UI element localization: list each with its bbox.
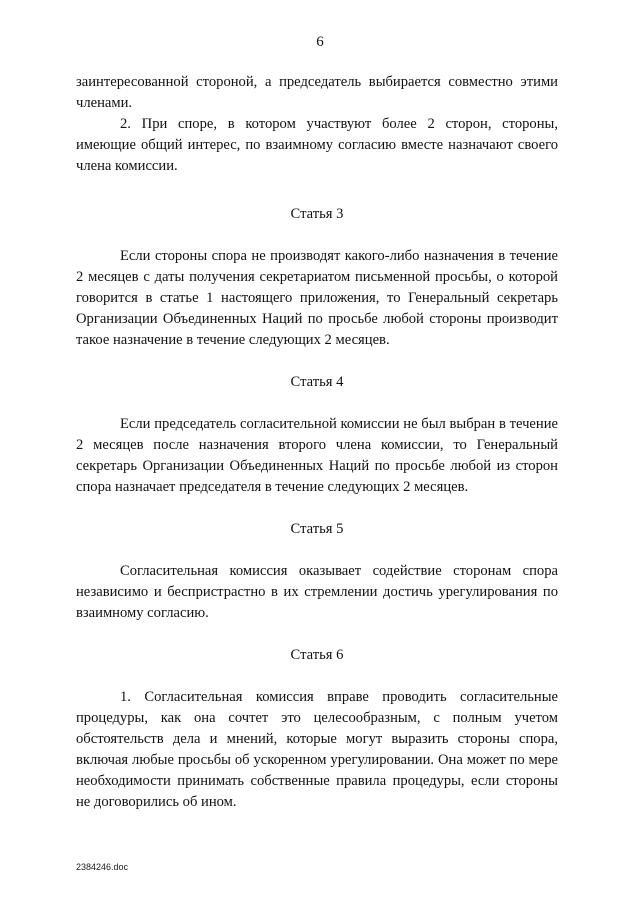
article-3-heading: Статья 3: [290, 206, 344, 222]
article-5-text: Согласительная комиссия оказывает содействие сторонам спора независимо и беспристрастно в их стремлении достичь урегулирования по взаимному согласию.: [76, 563, 558, 621]
article-5-heading: Статья 5: [290, 521, 344, 537]
article-6-text: 1. Согласительная комиссия вправе проводить согласительные процедуры, как она сочтет это целесообразным, с полным учетом обстоятельств дела и мнений, которые могут выразить стороны спора, включая любые просьбы об ускоренном урегулировании. Она может по мере необходимости принимать собственные правила процедуры, если стороны не договорились об ином.: [76, 689, 558, 810]
paragraph-2: 2. При споре, в котором участвуют более 2 сторон, стороны, имеющие общий интерес, по взаимному согласию вместе назначают своего члена комиссии.: [76, 116, 558, 174]
article-4-text: Если председатель согласительной комиссии не был выбран в течение 2 месяцев после назначения второго члена комиссии, то Генеральный секретарь Организации Объединенных Наций по просьбе любой из сторон спора назначает председателя в течение следующих 2 месяцев.: [76, 416, 558, 495]
intro-paragraph: заинтересованной стороной, а председатель выбирается совместно этими членами.: [76, 74, 558, 111]
article-6-heading: Статья 6: [290, 647, 344, 663]
article-3-text: Если стороны спора не производят какого-либо назначения в течение 2 месяцев с даты получения секретариатом письменной просьбы, о которой говорится в статье 1 настоящего приложения, то Генеральный секретарь Организации Объединенных Наций по просьбе любой стороны производит такое назначение в течение следующих 2 месяцев.: [76, 248, 558, 348]
page-number: 6: [316, 34, 324, 50]
footer-filename: 2384246.doc: [76, 862, 129, 872]
article-4-heading: Статья 4: [290, 374, 344, 390]
document-body: [76, 72, 558, 813]
